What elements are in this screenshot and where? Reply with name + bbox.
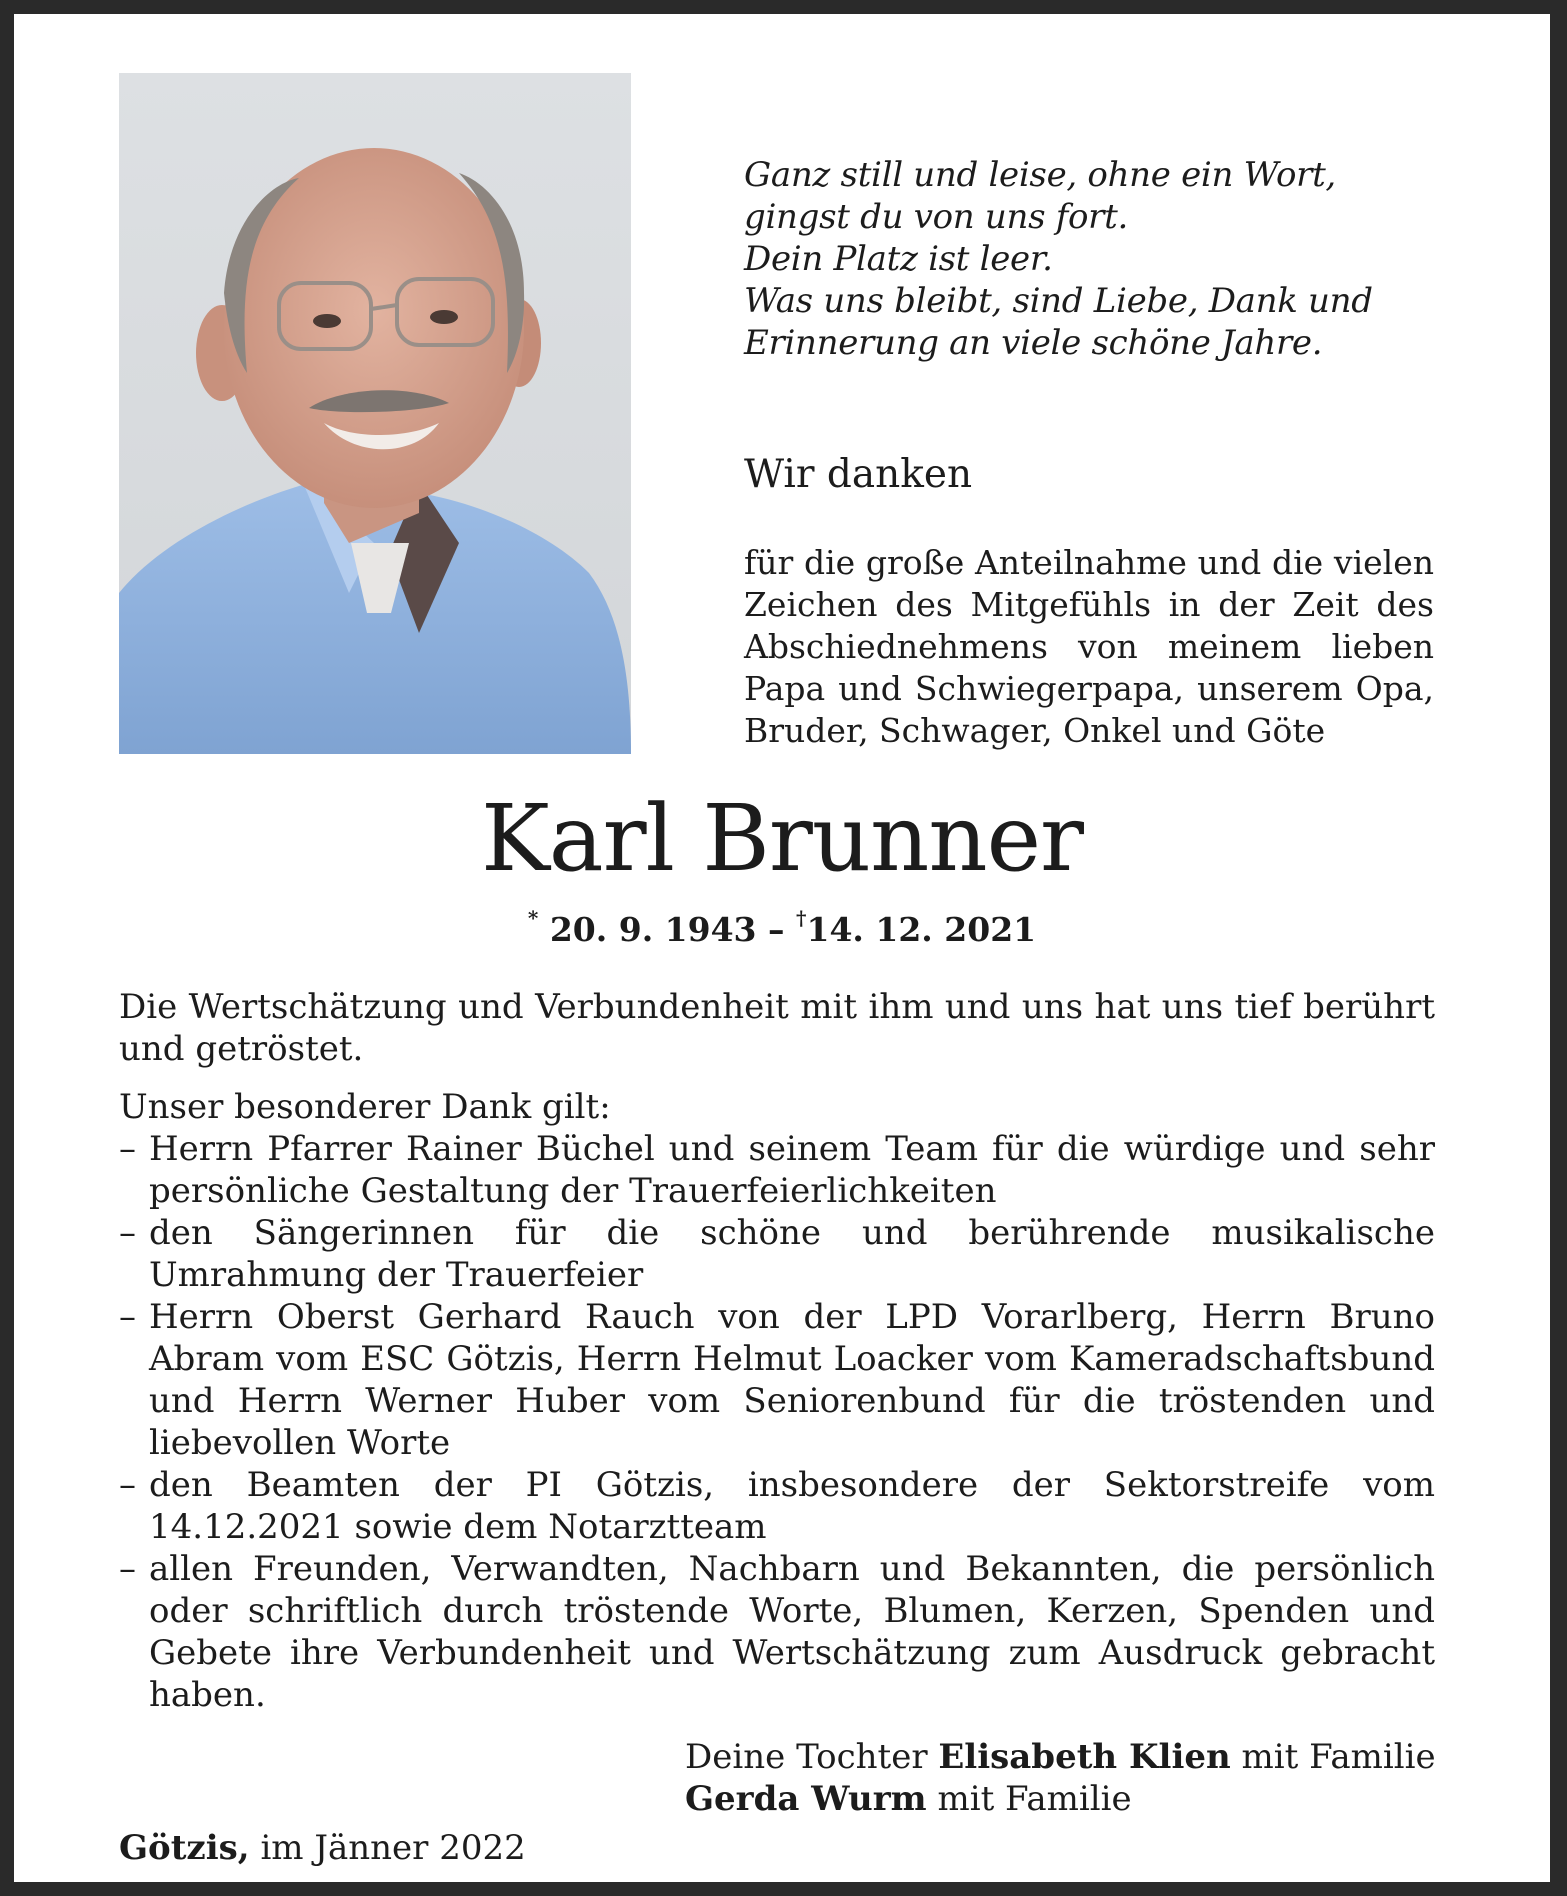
special-thanks-heading: Unser besonderer Dank gilt: (119, 1087, 611, 1127)
signature-line-1 (685, 1736, 1436, 1778)
signature-prefix: Deine Tochter (685, 1737, 928, 1777)
portrait-photo (119, 73, 631, 754)
death-symbol: † (796, 906, 807, 930)
place-town: Götzis, (119, 1828, 250, 1868)
poem-line: gingst du von uns fort. (744, 197, 1129, 237)
thanks-list-item (119, 1296, 1435, 1464)
date-separator: – (768, 910, 785, 949)
thanks-list-text: allen Freunden, Verwandten, Nachbarn und Bekannten, die persönlich oder schriftlich durch tröstende Worte, Blumen, Kerzen, Spenden und Gebete ihre Verbundenheit und Wertschätzung zum Ausdruck gebracht haben. (149, 1549, 1435, 1715)
list-dash: – (119, 1297, 136, 1337)
intro-paragraph: Die Wertschätzung und Verbundenheit mit ihm und uns hat uns tief berührt und getröstet. (119, 987, 1435, 1069)
signature-suffix: mit Familie (937, 1779, 1132, 1819)
death-date: 14. 12. 2021 (806, 910, 1037, 949)
signature-block (685, 1736, 1436, 1820)
thanks-list-item (119, 1548, 1435, 1716)
poem-line: Was uns bleibt, sind Liebe, Dank und (744, 281, 1373, 321)
thanks-list-text: den Beamten der PI Götzis, insbesondere der Sektorstreife vom 14.12.2021 sowie dem Notarztteam (149, 1465, 1435, 1547)
thanks-line: Papa und Schwiegerpapa, unserem Opa, (744, 669, 1434, 708)
thanks-list-item (119, 1128, 1435, 1212)
memorial-poem (744, 154, 1373, 364)
deceased-name: Karl Brunner (481, 785, 1083, 892)
poem-line: Erinnerung an viele schöne Jahre. (744, 323, 1323, 363)
poem-line: Ganz still und leise, ohne ein Wort, (744, 155, 1336, 195)
place-date (119, 1827, 526, 1869)
obituary-page (14, 14, 1550, 1882)
life-dates (14, 902, 1550, 950)
thanks-list-text: Herrn Oberst Gerhard Rauch von der LPD Vorarlberg, Herrn Bruno Abram vom ESC Götzis, Herrn Helmut Loacker vom Kameradschaftsbund und Herrn Werner Huber vom Seniorenbund für die tröstenden und liebevollen Worte (149, 1297, 1435, 1463)
list-dash: – (119, 1465, 136, 1505)
signature-suffix: mit Familie (1241, 1737, 1436, 1777)
thanks-list-text: den Sängerinnen für die schöne und berührende musikalische Umrahmung der Trauerfeier (149, 1213, 1435, 1295)
thanks-line: für die große Anteilnahme und die vielen (744, 543, 1434, 582)
signature-line-2 (685, 1778, 1436, 1820)
thanks-paragraph (744, 542, 1434, 752)
list-dash: – (119, 1549, 136, 1589)
thanks-line: Bruder, Schwager, Onkel und Göte (744, 711, 1326, 750)
thanks-heading: Wir danken (744, 452, 973, 497)
portrait-illustration (119, 73, 631, 754)
acknowledgement-body (119, 986, 1435, 1716)
birth-date: 20. 9. 1943 (549, 910, 757, 949)
birth-symbol: * (527, 906, 539, 930)
list-dash: – (119, 1129, 136, 1169)
poem-line: Dein Platz ist leer. (744, 239, 1053, 279)
thanks-line: Abschiednehmens von meinem lieben (744, 627, 1434, 666)
thanks-list-text: Herrn Pfarrer Rainer Büchel und seinem Team für die würdige und sehr persönliche Gestaltung der Trauerfeierlichkeiten (149, 1129, 1435, 1211)
place-month: im Jänner 2022 (260, 1828, 526, 1868)
thanks-list-item (119, 1464, 1435, 1548)
signature-name: Gerda Wurm (685, 1779, 927, 1819)
signature-name: Elisabeth Klien (938, 1737, 1231, 1777)
thanks-line: Zeichen des Mitgefühls in der Zeit des (744, 585, 1434, 624)
list-dash: – (119, 1213, 136, 1253)
thanks-list-item (119, 1212, 1435, 1296)
